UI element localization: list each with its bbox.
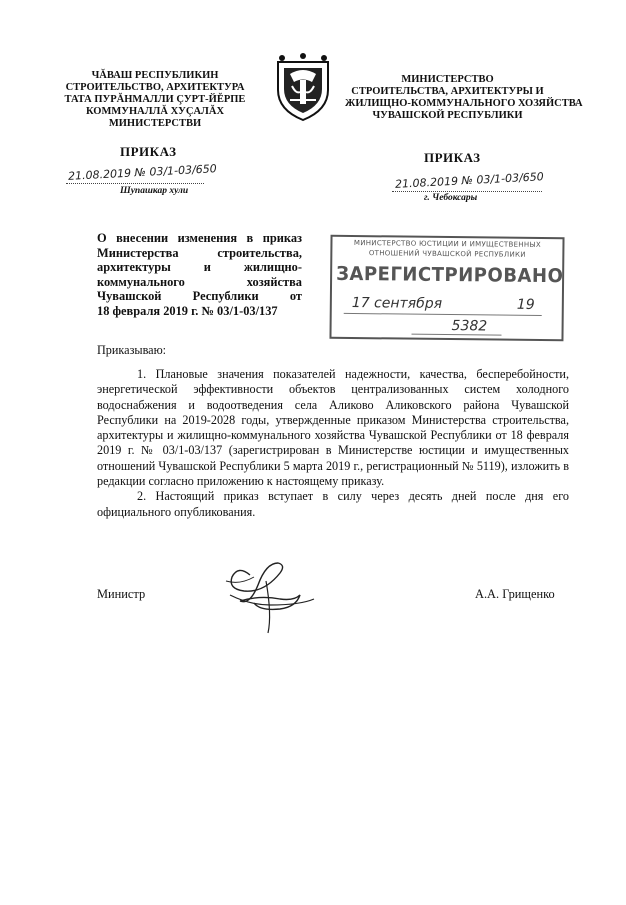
header-left-line: СТРОИТЕЛЬСТВО, АРХИТЕКТУРА <box>65 82 245 93</box>
place-left: Шупашкар хули <box>120 186 189 196</box>
date-underline-left <box>66 183 204 184</box>
paragraph-2: 2. Настоящий приказ вступает в силу через десять дней после дня его официального опубликования. <box>97 489 569 519</box>
stamp-registered: ЗАРЕГИСТРИРОВАНО <box>336 262 564 288</box>
body-text <box>97 367 569 520</box>
header-left-line: ЧĂВАШ РЕСПУБЛИКИН <box>91 70 219 81</box>
header-left-line: МИНИСТЕРСТВИ <box>108 118 202 129</box>
title-line: Чувашской Республики от <box>97 289 302 304</box>
signature-position: Министр <box>97 587 146 601</box>
stamp-org-line: МИНИСТЕРСТВО ЮСТИЦИИ И ИМУЩЕСТВЕННЫХ <box>353 239 542 249</box>
title-line: О внесении изменения в приказ <box>97 231 302 245</box>
place-right: г. Чебоксары <box>424 193 478 203</box>
stamp-hand-date: 17 сентября <box>351 295 443 312</box>
title-line: 18 февраля 2019 г. № 03/1-03/137 <box>97 303 278 318</box>
header-right-line: МИНИСТЕРСТВО <box>401 74 494 85</box>
stamp-date-line <box>344 313 542 316</box>
handwritten-date-right: 21.08.2019 № 03/1-03/650 <box>394 170 545 191</box>
stamp-hand-year: 19 <box>516 296 535 313</box>
header-right-line: СТРОИТЕЛЬСТВА, АРХИТЕКТУРЫ И <box>351 86 544 97</box>
title-line: коммунального хозяйства <box>97 274 302 289</box>
order-title-right: ПРИКАЗ <box>424 150 481 165</box>
date-underline-right <box>392 191 542 192</box>
order-title-left: ПРИКАЗ <box>120 144 177 159</box>
header-right <box>345 74 583 122</box>
title-line: Министерства строительства, <box>97 245 302 260</box>
stamp-hand-number: 5382 <box>451 318 488 335</box>
registration-stamp <box>329 235 564 341</box>
header-left-line: КОММУНАЛЛĂ ХУÇАЛĂХ <box>85 106 225 117</box>
document-title <box>97 231 302 319</box>
paragraph-1: 1. Плановые значения показателей надежности, качества, бесперебойности, энергетической эффективности объектов централизованных систем холодного водоснабжения и водоотведения села Аликово Аликовского района Чувашской Республики на 2019-2028 годы, утвержденные приказом Министерства строительства, архитектуры и жилищно-коммунального хозяйства Чувашской Республики от 18 февраля 2019 г. № 03/1-03/137 (зарегистрирован в Министерстве юстиции и имущественных отношений Чувашской Республики 5 марта 2019 г., регистрационный № 5119), изложить в редакции согласно приложению к настоящему приказу. <box>97 367 569 489</box>
chuvash-emblem-icon <box>270 52 336 124</box>
header-left <box>55 70 255 130</box>
intro-text: Приказываю: <box>97 343 167 357</box>
signature-name: А.А. Грищенко <box>475 587 555 601</box>
handwritten-date-left: 21.08.2019 № 03/1-03/650 <box>67 162 218 183</box>
header-right-line: ЖИЛИЩНО-КОММУНАЛЬНОГО ХОЗЯЙСТВА <box>345 98 583 109</box>
header-right-line: ЧУВАШСКОЙ РЕСПУБЛИКИ <box>372 110 523 121</box>
title-line: архитектуры и жилищно- <box>97 260 302 275</box>
stamp-org-line: ОТНОШЕНИЙ ЧУВАШСКОЙ РЕСПУБЛИКИ <box>368 249 526 259</box>
handwritten-signature <box>210 555 330 635</box>
header-left-line: ТАТА ПУРĂНМАЛЛИ ÇУРТ-ЙĔРПЕ <box>64 94 246 105</box>
